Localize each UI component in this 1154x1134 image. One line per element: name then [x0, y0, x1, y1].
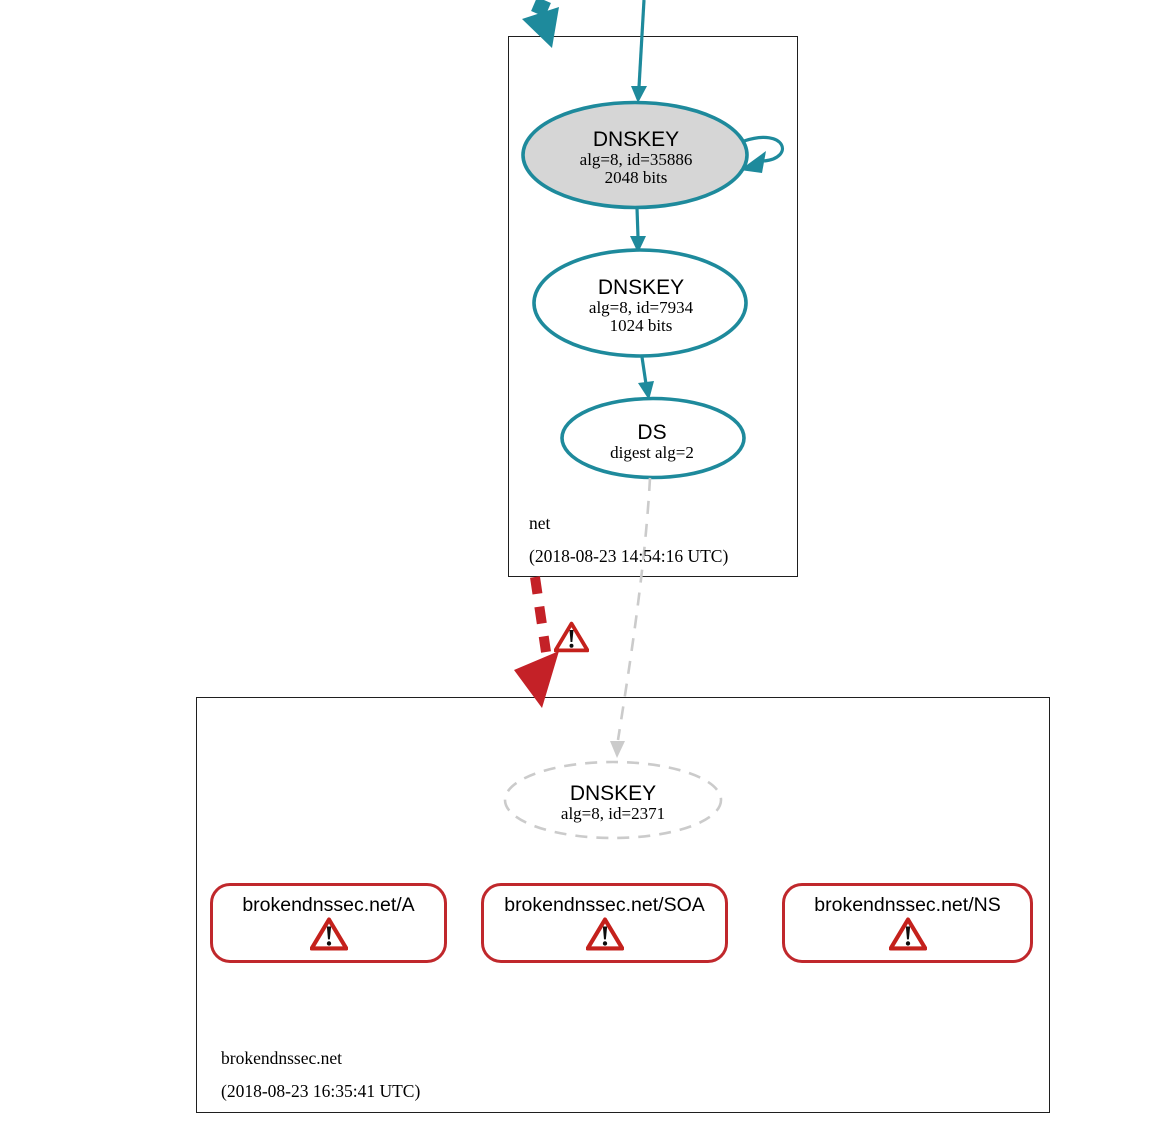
- warning-icon: [586, 917, 624, 951]
- rrset-label: brokendnssec.net/SOA: [504, 894, 705, 917]
- edge-zsk-to-ds: [642, 357, 646, 384]
- warning-icon: [889, 917, 927, 951]
- warning-icon: [310, 917, 348, 951]
- node-dnskey-zsk: [534, 250, 746, 356]
- rrset-label: brokendnssec.net/A: [242, 894, 415, 917]
- node-attrs: alg=8, id=2371: [560, 804, 666, 824]
- edge-parent-to-ksk-arrowhead: [631, 86, 647, 103]
- node-title: DNSKEY: [597, 276, 685, 300]
- node-attrs: alg=8, id=35886: [579, 150, 693, 170]
- node-keysize: 2048 bits: [604, 168, 668, 188]
- edge-parent-to-ksk: [639, 0, 644, 87]
- warning-icon: [554, 621, 589, 653]
- node-attrs: alg=8, id=7934: [588, 298, 694, 318]
- rrset-label: brokendnssec.net/NS: [814, 894, 1001, 917]
- zone-timestamp-net: (2018-08-23 14:54:16 UTC): [529, 546, 729, 566]
- node-ds: [562, 399, 744, 478]
- node-dnskey-child: [505, 762, 721, 838]
- edge-ds-to-child-dnskey-arrowhead: [610, 741, 625, 758]
- node-attrs: digest alg=2: [610, 443, 694, 463]
- node-title: DNSKEY: [592, 128, 680, 152]
- delegation-edge-bogus: [535, 577, 546, 652]
- zone-name-net: net: [529, 513, 551, 533]
- edge-ds-to-child-dnskey-insecure: [618, 478, 650, 740]
- node-keysize: 1024 bits: [609, 316, 673, 336]
- delegation-edge-secure: [538, 0, 544, 14]
- rrset-brokendnssec-net-NS: [782, 883, 1033, 963]
- zone-timestamp-brokendnssec-net: (2018-08-23 16:35:41 UTC): [221, 1081, 421, 1101]
- node-title: DNSKEY: [569, 782, 657, 806]
- node-dnskey-ksk: [523, 103, 747, 208]
- delegation-edge-secure-arrowhead: [522, 7, 559, 48]
- zone-name-brokendnssec-net: brokendnssec.net: [221, 1048, 343, 1068]
- delegation-edge-bogus-arrowhead: [514, 651, 559, 708]
- edge-ksk-to-zsk: [637, 208, 638, 237]
- node-title: DS: [637, 421, 667, 445]
- rrset-brokendnssec-net-A: [210, 883, 447, 963]
- rrset-brokendnssec-net-SOA: [481, 883, 728, 963]
